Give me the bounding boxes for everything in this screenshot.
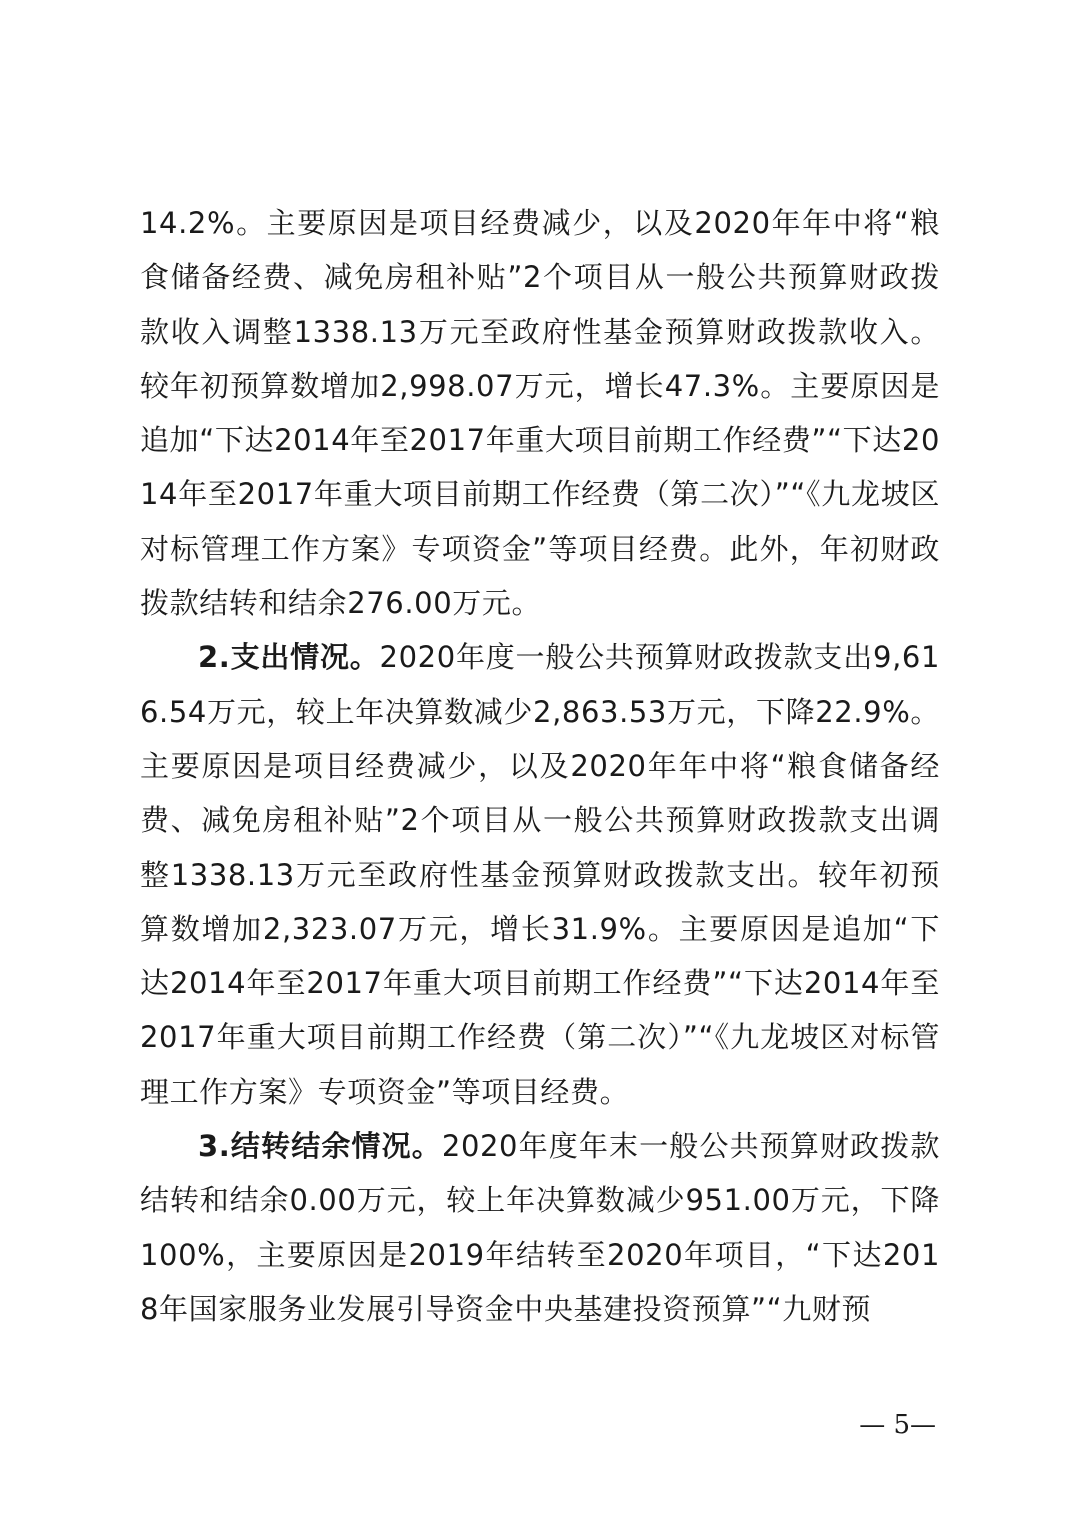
body-text <box>140 196 940 1336</box>
paragraph-income-continued <box>140 196 940 630</box>
paragraph-text: 2020年度一般公共预算财政拨款支出9,616.54万元，较上年决算数减少2,863.53万元，下降22.9%。主要原因是项目经费减少，以及2020年年中将“粮食储备经费、减免房租补贴”2个项目从一般公共预算财政拨款支出调整1338.13万元至政府性基金预算财政拨款支出。较年初预算数增加2,323.07万元，增长31.9%。主要原因是追加“下达2014年至2017年重大项目前期工作经费”“下达2014年至2017年重大项目前期工作经费（第二次）”“《九龙坡区对标管理工作方案》专项资金”等项目经费。 <box>140 640 940 1109</box>
paragraph-expenditure <box>140 630 940 1119</box>
paragraph-carryover <box>140 1119 940 1336</box>
paragraph-text: 2020年度年末一般公共预算财政拨款结转和结余0.00万元，较上年决算数减少951.00万元，下降100%，主要原因是2019年结转至2020年项目，“下达2018年国家服务业发展引导资金中央基建投资预算”“九财预 <box>140 1129 940 1326</box>
page-number: — 5— <box>859 1410 936 1440</box>
paragraph-text: 14.2%。主要原因是项目经费减少，以及2020年年中将“粮食储备经费、减免房租补贴”2个项目从一般公共预算财政拨款收入调整1338.13万元至政府性基金预算财政拨款收入。较年初预算数增加2,998.07万元，增长47.3%。主要原因是追加“下达2014年至2017年重大项目前期工作经费”“下达2014年至2017年重大项目前期工作经费（第二次）”“《九龙坡区对标管理工作方案》专项资金”等项目经费。此外，年初财政拨款结转和结余276.00万元。 <box>140 206 940 621</box>
section-heading-expenditure: 2.支出情况。 <box>198 640 380 675</box>
section-heading-carryover: 3.结转结余情况。 <box>198 1129 442 1164</box>
